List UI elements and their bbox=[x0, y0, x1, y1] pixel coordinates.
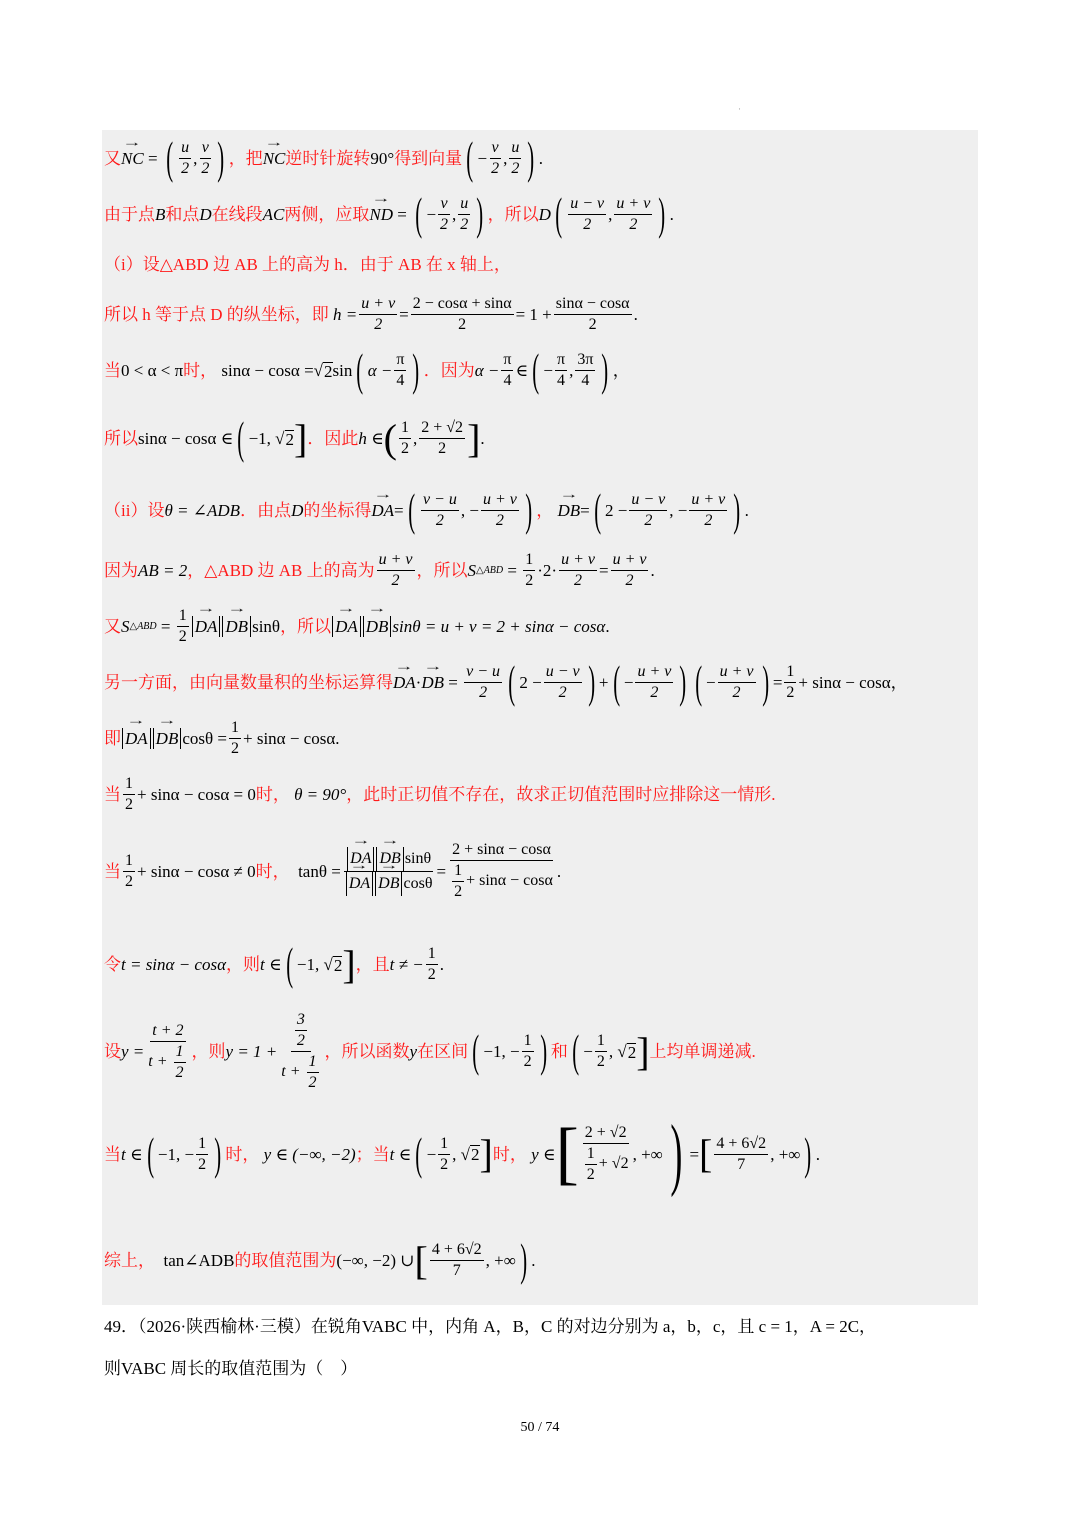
text: 0 < α < π bbox=[121, 361, 184, 380]
text: . bbox=[650, 561, 655, 580]
text: ， bbox=[890, 673, 908, 692]
text: + sinα − cosα ≠ 0 bbox=[137, 861, 256, 881]
vector-db: → DB bbox=[557, 502, 580, 519]
text: ，此时正切值不存在，故求正切值范围时应排除这一情形. bbox=[346, 785, 776, 804]
text: 令 bbox=[104, 955, 121, 974]
question-49-line-1 bbox=[104, 1318, 876, 1335]
text: 和 bbox=[550, 1042, 568, 1061]
text: sinθ = u + v = 2 + sinα − cosα bbox=[392, 617, 606, 636]
text: cosθ = bbox=[182, 729, 227, 748]
text: . bbox=[538, 149, 543, 168]
text: 当 bbox=[104, 861, 121, 881]
text: （i）设△ABD 边 AB 上的高为 h．由于 AB 在 x 轴上， bbox=[104, 255, 511, 274]
text: . bbox=[480, 429, 485, 448]
solution-line-4: 所以 h 等于点 D 的纵坐标，即 h = $\frac{u + v}{2}$ = $\frac{2 - \cos\alpha + \sin\alpha}{2}$ = 1 + $\frac{\sin\alpha - \cos\alpha}{2}$ . bbox=[104, 295, 638, 333]
solution-line-17: 综上， tan∠ADB 的取值范围为 (−∞, −2) ∪ [ $\frac{4 + 6√2}{7}$ , +∞ ) . bbox=[104, 1234, 536, 1286]
text: ，则 bbox=[191, 1042, 226, 1061]
text: . bbox=[439, 955, 444, 974]
text: (−∞, −2) ∪ bbox=[336, 1251, 415, 1270]
text: 2 + sinα − cosα bbox=[450, 840, 553, 861]
text: AC bbox=[262, 205, 285, 224]
text: 上均单调递减. bbox=[649, 1042, 756, 1061]
text: θ = ∠ADB bbox=[164, 501, 241, 520]
text: 时， bbox=[255, 785, 290, 804]
question-49-line-2 bbox=[104, 1360, 357, 1377]
text: 所以 h 等于点 D 的纵坐标，即 bbox=[104, 305, 329, 324]
solution-line-9: 又 S △ABD = $\frac{1}{2}$ → DA → DB sinθ ，所以 → DA → DB sinθ = u + v = 2 + sinα − cosα . bbox=[104, 606, 610, 647]
text: ， bbox=[612, 361, 630, 380]
text: ， bbox=[536, 501, 554, 520]
text: D bbox=[291, 501, 304, 520]
solution-line-12: 当 $\frac{1}{2}$ + sinα − cosα = 0 时， θ = 90° ，此时正切值不存在，故求正切值范围时应排除这一情形. bbox=[104, 775, 776, 813]
text: = 1 + bbox=[515, 305, 552, 324]
solution-line-10: 另一方面，由向量数量积的坐标运算得 → DA · → DB = $\frac{v - u}{2}$ ( 2 − $\frac{u - v}{2}$ ) + ( − $\frac{u + v}{2}$ ) ( − $\frac{u + v}{2}$ ) = $\frac{1}{2}$ + sinα − cosα ， bbox=[104, 662, 908, 703]
text: S bbox=[121, 617, 130, 636]
text: 综上， bbox=[104, 1251, 155, 1270]
text: + sinα − cosα bbox=[466, 872, 553, 890]
text: . bbox=[556, 861, 562, 881]
text: h = bbox=[333, 305, 358, 324]
text: 时， bbox=[255, 861, 290, 881]
text: 又 bbox=[104, 617, 121, 636]
text: ，且 bbox=[355, 955, 390, 974]
solution-line-3 bbox=[104, 256, 511, 273]
text: sinα − cosα ∈ bbox=[138, 429, 234, 448]
text: + sinα − cosα = 0 bbox=[137, 785, 256, 804]
text: . bbox=[669, 205, 674, 224]
text: . bbox=[744, 501, 749, 520]
text: + sinα − cosα bbox=[798, 673, 891, 692]
text: （ii）设 bbox=[104, 501, 165, 520]
text: AB = 2 bbox=[138, 561, 188, 580]
text: t = sinα − cosα bbox=[121, 955, 227, 974]
solution-line-1: 又 → NC = ( $\frac{u}{2}$ , $\frac{v}{2}$ ) ，把 → NC 逆时针旋转 90° 得到向量 ( − $\frac{v}{2}$ , $\frac{u}{2}$ ) . bbox=[104, 138, 543, 179]
text: y ∈ (−∞, −2) bbox=[263, 1144, 356, 1164]
solution-line-6: 所以 sinα − cosα ∈ ( −1, √ 2 ] ．因此 h ∈ ( $\frac{1}{2}$ , $\frac{2 + √2}{2}$ ] . bbox=[104, 412, 485, 464]
text: 在线段 bbox=[211, 205, 263, 224]
text: D bbox=[199, 205, 212, 224]
text: 当 bbox=[104, 1144, 121, 1164]
text: 时， bbox=[225, 1144, 260, 1164]
text: . bbox=[633, 305, 638, 324]
text: 2 bbox=[324, 361, 333, 381]
text: y bbox=[409, 1042, 418, 1061]
vector-nc: → NC bbox=[263, 150, 286, 167]
text: 所以 bbox=[104, 429, 138, 448]
page-number: 50 / 74 bbox=[520, 1420, 560, 1435]
text: 则VABC 周长的取值范围为（ ） bbox=[104, 1359, 358, 1378]
text: ．由点 bbox=[240, 501, 292, 520]
text: . bbox=[605, 617, 610, 636]
text: t ∈ bbox=[260, 955, 282, 974]
text: tan∠ADB bbox=[163, 1251, 235, 1270]
solution-line-14: 令 t = sinα − cosα ，则 t ∈ ( −1, √ 2 ] ，且 t ≠ − $\frac{1}{2}$ . bbox=[104, 938, 444, 990]
text: 的坐标得 bbox=[303, 501, 372, 520]
text: 时， bbox=[492, 1144, 527, 1164]
vector-da: → DA bbox=[393, 674, 416, 691]
text: 即 bbox=[104, 729, 121, 748]
text: 49．（2026·陕西榆林·三模）在锐角VABC 中，内角 A，B，C 的对边分别为 a，b，c，且 c = 1，A = 2C， bbox=[104, 1317, 877, 1336]
solution-line-5: 当 0 < α < π 时， sinα − cosα = √ 2 sin ( α − $\frac{\pi}{4}$ ) ．因为 α − $\frac{\pi}{4}$ ∈ ( − $\frac{\pi}{4}$ , $\frac{3\pi}{4}$ ) ， bbox=[104, 344, 630, 396]
text: ，所以 bbox=[280, 617, 332, 636]
text: 因为 bbox=[104, 561, 138, 580]
text: △ABD bbox=[129, 620, 157, 632]
text: △ABD bbox=[476, 564, 504, 576]
text: θ = 90° bbox=[294, 785, 347, 804]
text: 另一方面，由向量数量积的坐标运算得 bbox=[104, 673, 393, 692]
text: 90° bbox=[370, 149, 395, 168]
text: tanθ = bbox=[298, 861, 341, 881]
solution-line-8: 因为 AB = 2 ，△ABD 边 AB 上的高为 $\frac{u + v}{2}$ ，所以 S △ABD = $\frac{1}{2}$ ·2· $\frac{u + v}{2}$ = $\frac{u + v}{2}$ . bbox=[104, 551, 655, 589]
solution-line-11: 即 → DA → DB cosθ = $\frac{1}{2}$ + sinα − cosα . bbox=[104, 718, 340, 759]
text: ．因为 bbox=[423, 361, 475, 380]
text: ，所以 bbox=[487, 205, 539, 224]
text: ，则 bbox=[226, 955, 261, 974]
text: 设 bbox=[104, 1042, 121, 1061]
solution-line-16: 当 t ∈ ( −1, − $\frac{1}{2}$ ) 时， y ∈ (−∞, −2) ；当 t ∈ ( − $\frac{1}{2}$ , √ 2 ] 时， y ∈ [ 2 + √2 $\frac{1}{2}$ + √2 , +∞ ) = [ $\frac{4 + 6√2}{7}$ , +∞ ) . bbox=[104, 1110, 820, 1198]
solution-line-2: 由于点 B 和点 D 在线段 AC 两侧，应取 → ND = ( − $\frac{v}{2}$ , $\frac{u}{2}$ ) ，所以 D ( $\frac{u - v}{2}$ , $\frac{u + v}{2}$ ) . bbox=[104, 194, 674, 235]
text: ，△ABD 边 AB 上的高为 bbox=[187, 561, 375, 580]
vector-nd: → ND bbox=[369, 206, 393, 223]
solution-line-13: 当 $\frac{1}{2}$ + sinα − cosα ≠ 0 时， tanθ = → DA→ DB sinθ → DA→ DB cosθ = 2 + sinα − cosα $\frac{1}{2}$ + sinα − cosα . bbox=[104, 840, 561, 902]
text: t ≠ − bbox=[389, 955, 424, 974]
text: 时， bbox=[183, 361, 218, 380]
text: + sinα − cosα bbox=[243, 729, 336, 748]
text: sin bbox=[332, 361, 353, 380]
text: sinθ bbox=[404, 849, 432, 867]
text: B bbox=[155, 205, 166, 224]
text: 当 bbox=[104, 785, 121, 804]
text: . bbox=[531, 1251, 536, 1270]
text: cosθ bbox=[403, 874, 433, 892]
text: 当 bbox=[104, 361, 121, 380]
text: 得到向量 bbox=[394, 149, 463, 168]
text: 逆时针旋转 bbox=[285, 149, 371, 168]
text: 两侧，应取 bbox=[284, 205, 370, 224]
text: 的取值范围为 bbox=[234, 1251, 337, 1270]
text: = bbox=[399, 305, 409, 324]
text: ．因此 bbox=[307, 429, 359, 448]
text: . bbox=[335, 729, 340, 748]
text: ，所以函数 bbox=[324, 1042, 410, 1061]
page-tick-mark: · bbox=[738, 104, 741, 114]
text: 又 bbox=[104, 149, 121, 168]
text: h ∈ bbox=[358, 429, 384, 448]
vector-da: → DA bbox=[371, 502, 394, 519]
solution-line-7: （ii）设 θ = ∠ADB ．由点 D 的坐标得 → DA = ( $\frac{v - u}{2}$ , − $\frac{u + v}{2}$ ) ， → DB = ( 2 − $\frac{u - v}{2}$ , − $\frac{u + v}{2}$ ) . bbox=[104, 490, 749, 531]
text: ，所以 bbox=[416, 561, 468, 580]
vector-nc: → NC bbox=[121, 150, 144, 167]
text: 在区间 bbox=[417, 1042, 469, 1061]
text: sinα − cosα = bbox=[221, 361, 314, 380]
text: ，把 bbox=[228, 149, 263, 168]
vector-db: → DB bbox=[421, 674, 444, 691]
solution-line-15: 设 y = t + 2 t + $\frac{1}{2}$ ，则 y = 1 + $\frac{3}{2}$ t + $\frac{1}{2}$ ，所以函数 y 在区间 ( −1, − $\frac{1}{2}$ ) 和 ( − $\frac{1}{2}$ , √ 2 ] 上均单调递减. bbox=[104, 1011, 756, 1091]
text: . bbox=[815, 1144, 820, 1164]
text: 和点 bbox=[165, 205, 200, 224]
text: S bbox=[467, 561, 476, 580]
text: ；当 bbox=[355, 1144, 390, 1164]
text: 由于点 bbox=[104, 205, 155, 224]
